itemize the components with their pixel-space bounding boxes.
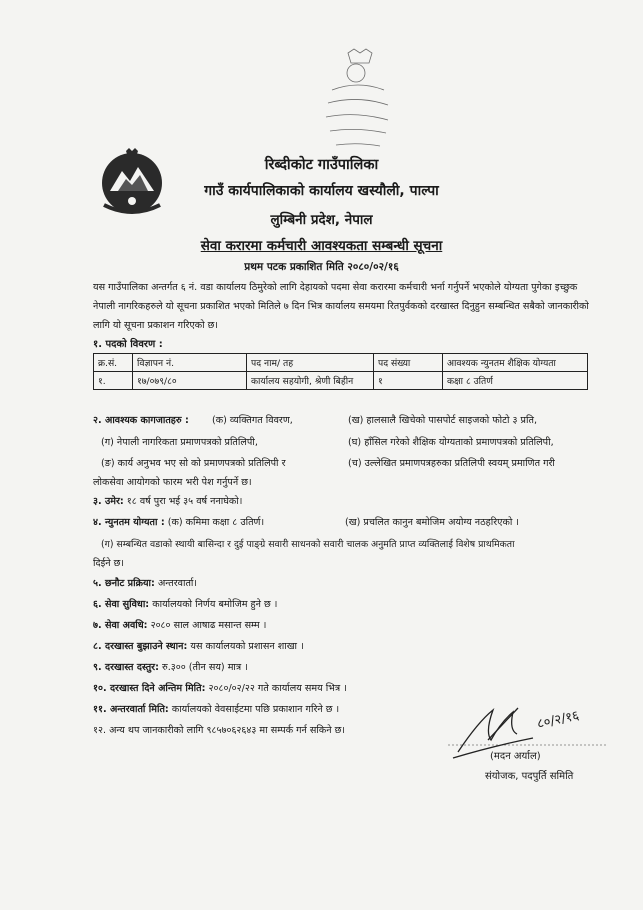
notice-title: सेवा करारमा कर्मचारी आवश्यकता सम्बन्धी सूचना xyxy=(200,238,443,254)
table-cell: १७/०७९/८० xyxy=(133,372,247,390)
intro-paragraph: यस गाउँपालिका अन्तर्गत ६ नं. वडा कार्यालय ठिमुरेको लागि देहायको पदमा सेवा करारमा कर्मचारी भर्ना गर्नुपर्ने भएकोले योग्यता पुगेका इच्छुक नेपाली नागरिकहरुले यो सूचना प्रकाशित भएको मितिले ७ दिन भित्र कार्यालय समयमा रितपुर्वकको दरखास्त दिनुहुन सम्बन्धित सबैको जानकारीको लागि यो सूचना प्रकाशन गरिएको छ। xyxy=(93,282,589,331)
age-text: १८ वर्ष पुरा भई ३५ वर्ष ननाघेको। xyxy=(126,496,243,507)
post-section-title: १. पदको विवरण : xyxy=(93,339,163,350)
table-cell: कक्षा ८ उतिर्ण xyxy=(443,372,588,390)
item-label: ५. छनौट प्रक्रिया: xyxy=(93,578,155,589)
qualification-item: (ख) प्रचलित कानुन बमोजिम अयोग्य नठहरिएको । xyxy=(345,517,520,528)
list-item xyxy=(93,681,347,694)
item-text: २०८०/०२/२२ गते कार्यालय समय भित्र । xyxy=(208,683,347,694)
table-row xyxy=(94,372,588,390)
list-item xyxy=(93,639,304,652)
item-text: कार्यालयको वेवसाईटमा पछि प्रकाशान गरिने छ । xyxy=(171,704,340,715)
document-item: (घ) हाँसिल गरेको शैक्षिक योग्यताको प्रमाणपत्रको प्रतिलिपी, xyxy=(348,437,554,448)
list-item xyxy=(93,618,266,631)
published-date: प्रथम पटक प्रकाशित मिति २०८०/०२/१६ xyxy=(244,261,399,273)
list-item xyxy=(93,597,277,610)
office-name: गाउँ कार्यपालिकाको कार्यालय खस्यौली, पाल्पा xyxy=(204,183,439,199)
item-label: ८. दरखास्त बुझाउने स्थान: xyxy=(93,641,188,652)
item-text: यस कार्यालयको प्रशासन शाखा । xyxy=(190,641,304,652)
item-text: कार्यालयको निर्णय बमोजिम हुने छ । xyxy=(152,599,278,610)
qualification-label: ४. न्युनतम योग्यता : xyxy=(93,517,165,528)
item-label: ७. सेवा अवधि: xyxy=(93,620,148,631)
table-cell: १. xyxy=(94,372,133,390)
list-item xyxy=(93,576,197,589)
qualification-item: दिईने छ। xyxy=(93,558,125,569)
column-header: पद नाम/ तह xyxy=(247,354,374,372)
item-text: १२. अन्य थप जानकारीको लागि ९८५७०६२६४३ मा सम्पर्क गर्न सकिने छ। xyxy=(93,725,345,736)
qualification-item: (ग) सम्बन्धित वडाको स्थायी बासिन्दा र दुई पाङ्ग्रे सवारी साधनको सवारी चालक अनुमति प्राप्त व्यक्तिलाई विशेष प्राथमिकता xyxy=(101,539,515,550)
signatory-name: (मदन अर्याल) xyxy=(490,751,541,762)
document-item: (ख) हालसालै खिचेको पासपोर्ट साइजको फोटो ३ प्रति, xyxy=(348,415,538,426)
document-item: (ङ) कार्य अनुभव भए सो को प्रमाणपत्रको प्रतिलिपी र xyxy=(101,458,286,469)
item-text: अन्तरवार्ता। xyxy=(157,578,198,589)
item-label: ९. दरखास्त दस्तुर: xyxy=(93,662,159,673)
age-line xyxy=(93,494,242,507)
office-stamp-icon xyxy=(318,45,398,163)
column-header: पद संख्या xyxy=(374,354,443,372)
province-name: लुम्बिनी प्रदेश, नेपाल xyxy=(270,212,373,228)
item-label: १०. दरखास्त दिने अन्तिम मिति: xyxy=(93,683,206,694)
column-header: विज्ञापन नं. xyxy=(133,354,247,372)
documents-label: २. आवश्यक कागजातहरु : xyxy=(93,415,189,426)
qualification-item: (क) कमिमा कक्षा ८ उतिर्ण। xyxy=(167,517,265,528)
document-item: (ग) नेपाली नागरिकता प्रमाणपत्रको प्रतिलिपी, xyxy=(101,437,258,448)
signatory-designation: संयोजक, पदपुर्ति समिति xyxy=(485,771,574,782)
table-cell: कार्यालय सहयोगी, श्रेणी बिहीन xyxy=(247,372,374,390)
item-label: ६. सेवा सुविधा: xyxy=(93,599,150,610)
qualification-line xyxy=(93,515,264,528)
document-item: लोकसेवा आयोगको फारम भरी पेश गर्नुपर्ने छ। xyxy=(93,477,252,488)
list-item xyxy=(93,660,248,673)
column-header: आवश्यक न्युनतम शैक्षिक योग्यता xyxy=(443,354,588,372)
document-item: (च) उल्लेखित प्रमाणपत्रहरुका प्रतिलिपी स्वयम् प्रमाणित गरी xyxy=(348,458,555,469)
org-name: रिब्दीकोट गाउँपालिका xyxy=(264,157,379,173)
list-item xyxy=(93,723,345,736)
age-label: ३. उमेर: xyxy=(93,496,124,507)
item-text: रु.३०० (तीन सय) मात्र । xyxy=(161,662,248,673)
item-text: २०८० साल आषाढ मसान्त सम्म । xyxy=(150,620,267,631)
table-cell: १ xyxy=(374,372,443,390)
post-table xyxy=(93,353,588,390)
column-header: क्र.सं. xyxy=(94,354,133,372)
item-label: ११. अन्तरवार्ता मिति: xyxy=(93,704,169,715)
list-item xyxy=(93,702,339,715)
table-header-row xyxy=(94,354,588,372)
signature-date: ८०/२/१६ xyxy=(535,708,581,732)
document-item: (क) व्यक्तिगत विवरण, xyxy=(212,415,293,426)
